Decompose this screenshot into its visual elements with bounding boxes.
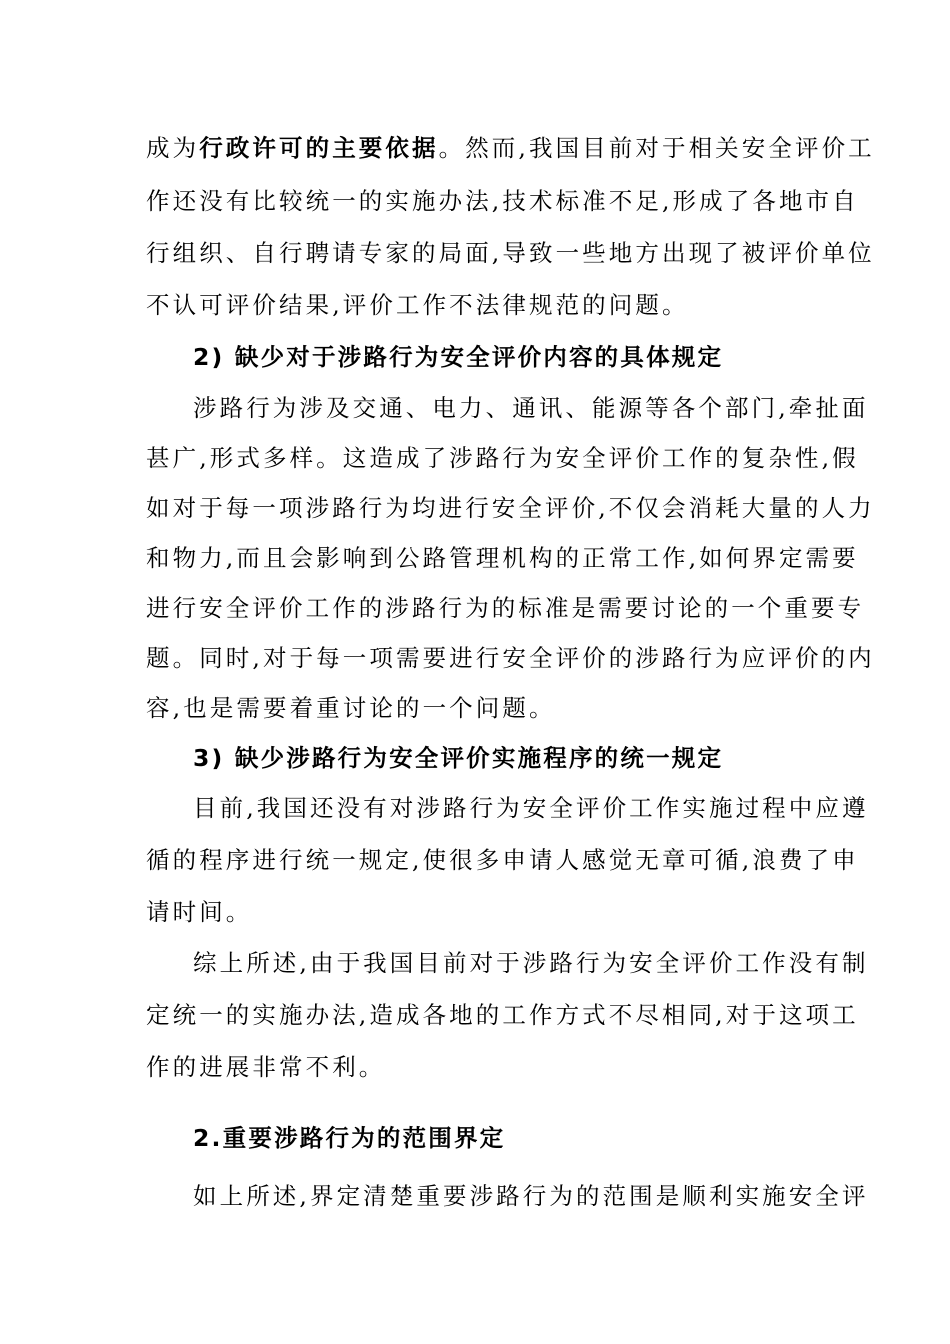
- paragraph-5-line-1: 如上所述,界定清楚重要涉路行为的范围是顺利实施安全评: [193, 1182, 869, 1210]
- paragraph-1-line-3: 行组织、自行聘请专家的局面,导致一些地方出现了被评价单位: [146, 239, 875, 267]
- paragraph-4-line-2: 定统一的实施办法,造成各地的工作方式不尽相同,对于这项工: [146, 1001, 859, 1029]
- paragraph-2-line-2: 甚广,形式多样。这造成了涉路行为安全评价工作的复杂性,假: [146, 444, 859, 472]
- paragraph-3-line-3: 请时间。: [146, 898, 253, 926]
- paragraph-1-prefix: 成为: [146, 134, 200, 162]
- paragraph-2-line-7: 容,也是需要着重讨论的一个问题。: [146, 694, 556, 722]
- paragraph-1-line-1: [146, 131, 875, 165]
- paragraph-2-line-5: 进行安全评价工作的涉路行为的标准是需要讨论的一个重要专: [146, 594, 865, 622]
- section-2-heading: 2.重要涉路行为的范围界定: [193, 1124, 506, 1152]
- paragraph-2-line-4: 和物力,而且会影响到公路管理机构的正常工作,如何界定需要: [146, 544, 859, 572]
- paragraph-2-line-3: 如对于每一项涉路行为均进行安全评价,不仅会消耗大量的人力: [146, 494, 875, 522]
- paragraph-2-line-6: 题。同时,对于每一项需要进行安全评价的涉路行为应评价的内: [146, 644, 875, 672]
- heading-3: 3) 缺少涉路行为安全评价实施程序的统一规定: [193, 744, 724, 772]
- paragraph-1-emphasis: 行政许可的主要依据: [199, 134, 439, 162]
- paragraph-4-line-3: 作的进展非常不利。: [146, 1053, 386, 1081]
- paragraph-3-line-1: 目前,我国还没有对涉路行为安全评价工作实施过程中应遵: [193, 794, 869, 822]
- paragraph-2-line-1: 涉路行为涉及交通、电力、通讯、能源等各个部门,牵扯面: [193, 394, 869, 422]
- paragraph-1-line-4: 不认可评价结果,评价工作不法律规范的问题。: [146, 291, 689, 319]
- paragraph-1-suffix: 。然而,我国目前对于相关安全评价工: [438, 134, 875, 162]
- paragraph-4-line-1: 综上所述,由于我国目前对于涉路行为安全评价工作没有制: [193, 949, 869, 977]
- paragraph-3-line-2: 循的程序进行统一规定,使很多申请人感觉无章可循,浪费了申: [146, 846, 859, 874]
- paragraph-1-line-2: 作还没有比较统一的实施办法,技术标准不足,形成了各地市自: [146, 187, 859, 215]
- heading-2: 2) 缺少对于涉路行为安全评价内容的具体规定: [193, 343, 724, 371]
